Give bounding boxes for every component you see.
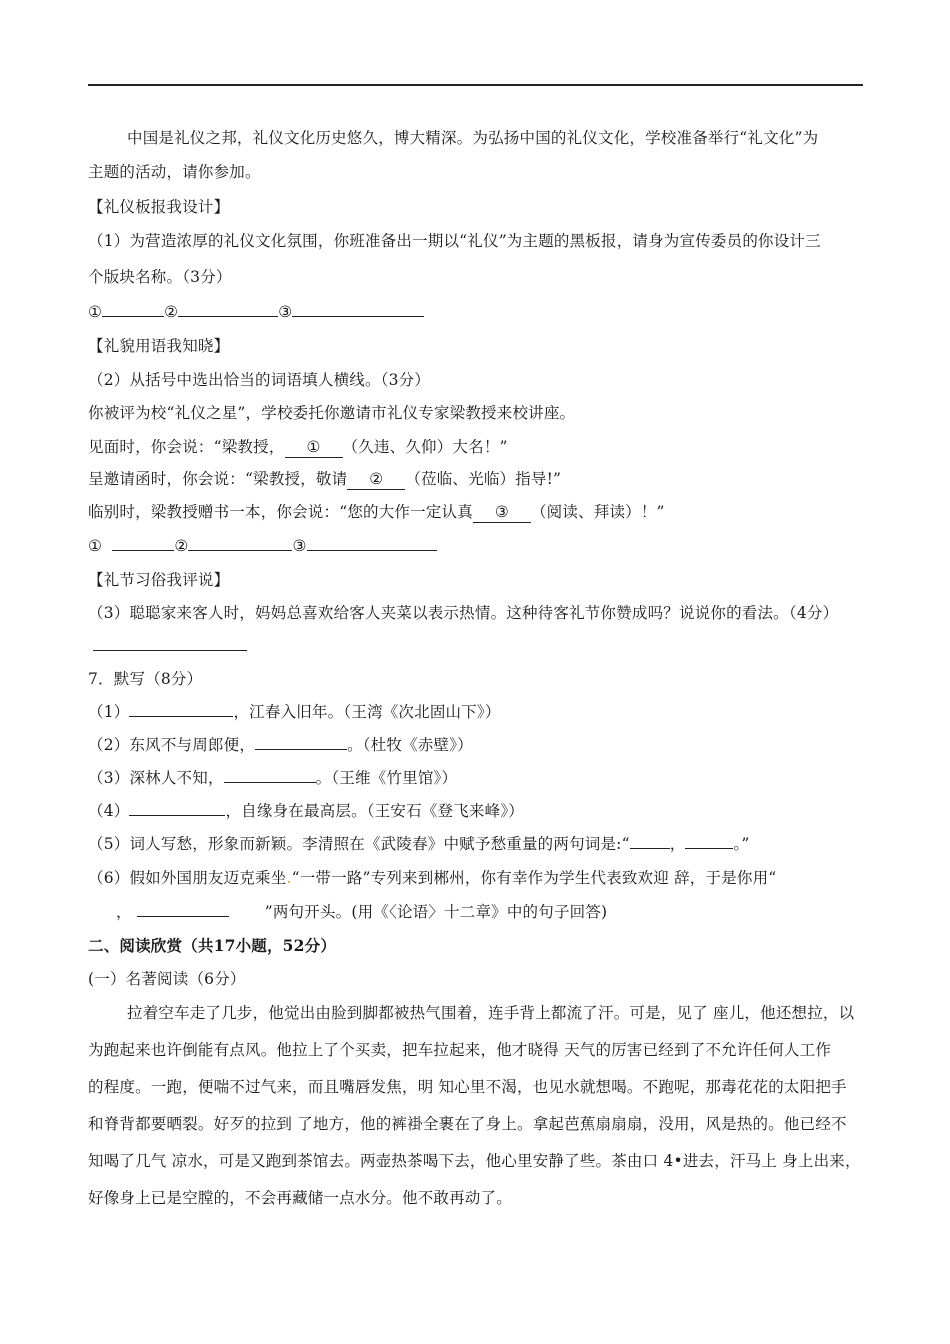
passage-line-5: 知喝了几气 凉水，可是又跑到茶馆去。两壶热茶喝下去，他心里安静了些。茶由口 4•进去，汗马上 身上出来，	[88, 1152, 861, 1170]
section-heading-polite: 【礼貌用语我知晓】	[88, 337, 230, 355]
answer-blank-1[interactable]	[102, 302, 164, 317]
answer-blank-2[interactable]	[188, 536, 292, 551]
question-2-sentence-1: 见面时，你会说：“梁教授， ① （久违、久仰）大名！”	[88, 438, 508, 456]
fill-blank-2[interactable]: ②	[347, 469, 405, 490]
dictation-item-6: （6）假如外国朋友迈克乘坐.“一带一路”专列来到郴州，你有幸作为学生代表致欢迎 辞，于是你用“	[88, 869, 777, 887]
passage-line-1: 拉着空车走了几步，他觉出由脸到脚都被热气围着，连手背上都流了汗。可是，见了 座儿，他还想拉，以	[127, 1004, 855, 1022]
question-2-answer-blanks: ① ② ③	[88, 536, 437, 556]
dictation-item-2: （2）东风不与周郎便， 。（杜牧《赤壁》）	[88, 736, 473, 754]
question-7-title: 7．默写（8分）	[88, 670, 203, 688]
intro-line-1: 中国是礼仪之邦，礼仪文化历史悠久，博大精深。为弘扬中国的礼仪文化，学校准备举行“礼文化”为	[127, 129, 819, 147]
answer-blank-2[interactable]	[178, 302, 278, 317]
answer-blank-3[interactable]	[307, 536, 437, 551]
dictation-blank[interactable]	[224, 768, 316, 783]
answer-blank-3[interactable]	[292, 302, 424, 317]
question-2-sentence-2: 呈邀请函时，你会说：“梁教授，敬请 ② （莅临、光临）指导!”	[88, 470, 562, 488]
question-2-context: 你被评为校“礼仪之星”，学校委托你邀请市礼仪专家梁教授来校讲座。	[88, 404, 576, 422]
passage-line-6: 好像身上已是空膛的，不会再藏储一点水分。他不敢再动了。	[88, 1189, 512, 1207]
fill-blank-1[interactable]: ①	[285, 437, 343, 458]
question-1-text: （1）为营造浓厚的礼仪文化氛围，你班准备出一期以“礼仪”为主题的黑板报，请身为宣传委员的你设计三	[88, 232, 821, 250]
question-3-text: （3）聪聪家来客人时，妈妈总喜欢给客人夹菜以表示热情。这种待客礼节你赞成吗？说说你的看法。（4分）	[88, 604, 839, 622]
dictation-item-3: （3）深林人不知， 。（王维《竹里馆》）	[88, 769, 458, 787]
intro-line-2: 主题的活动，请你参加。	[88, 163, 261, 181]
passage-line-3: 的程度。一跑，便喘不过气来，而且嘴唇发焦，明 知心里不渴，也见水就想喝。不跑呢，那毒花花的太阳把手	[88, 1078, 847, 1096]
question-2-sentence-3: 临别时，梁教授赠书一本，你会说：“您的大作一定认真 ③ （阅读、拜读）！”	[88, 503, 665, 521]
question-2-text: （2）从括号中选出恰当的词语填人横线。（3分）	[88, 371, 431, 389]
header-rule	[88, 84, 863, 86]
part-2-title: 二、阅读欣赏（共17小题，52分）	[88, 936, 337, 955]
dictation-blank[interactable]	[129, 702, 233, 717]
dictation-blank[interactable]	[137, 902, 229, 917]
dictation-item-5: （5）词人写愁，形象而新颖。李清照在《武陵春》中赋予愁重量的两句词是:“ ， 。”	[88, 835, 750, 853]
question-1-text-cont: 个版块名称。（3分）	[88, 268, 232, 286]
dictation-blank[interactable]	[129, 801, 225, 816]
question-1-answer-blanks: ① ② ③	[88, 302, 424, 322]
question-3-answer-line	[88, 636, 247, 656]
dictation-item-1: （1） ，江春入旧年。（王湾《次北固山下》）	[88, 703, 501, 721]
dictation-blank[interactable]	[255, 735, 347, 750]
answer-blank-1[interactable]	[112, 536, 174, 551]
dictation-item-6-cont: ， ”两句开头。(用《〈论语〉十二章》中的句子回答)	[116, 903, 608, 921]
dictation-blank[interactable]	[630, 834, 670, 849]
dictation-item-4: （4） ，自缘身在最高层。（王安石《登飞来峰》）	[88, 802, 524, 820]
answer-line[interactable]	[93, 636, 247, 651]
part-2-subtitle: (一）名著阅读（6分）	[88, 970, 246, 988]
passage-line-4: 和脊背都要晒裂。好歹的拉到 了地方，他的裤褂全裹在了身上。拿起芭蕉扇扇扇，没用，风是热的。他已经不	[88, 1115, 847, 1133]
fill-blank-3[interactable]: ③	[473, 502, 531, 523]
section-heading-custom: 【礼节习俗我评说】	[88, 571, 230, 589]
passage-line-2: 为跑起来也许倒能有点风。他拉上了个买卖，把车拉起来，他才晓得 天气的厉害已经到了不允许任何人工作	[88, 1041, 832, 1059]
dictation-blank[interactable]	[685, 834, 733, 849]
section-heading-board: 【礼仪板报我设计】	[88, 198, 230, 216]
